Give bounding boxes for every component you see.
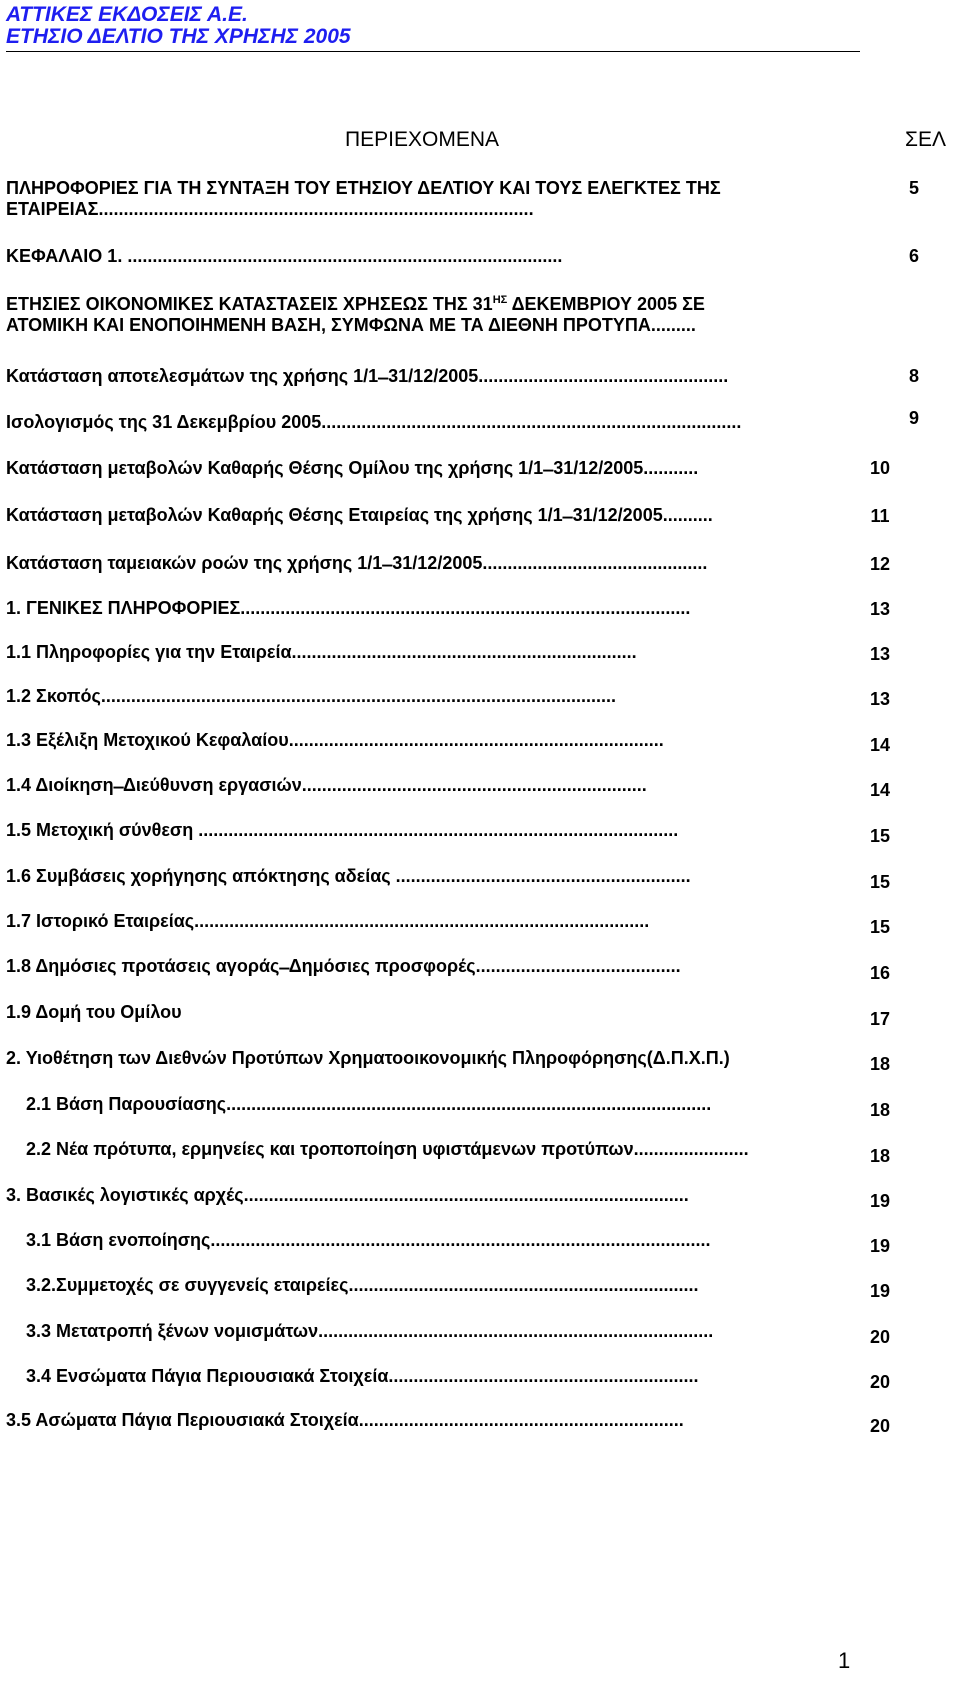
toc-page-number: 14 bbox=[869, 735, 891, 755]
toc-entry-line bbox=[6, 294, 840, 315]
toc-entry[interactable]: 2.2 Νέα πρότυπα, ερμηνείες και τροποποίηση υφιστάμενων προτύπων....................... bbox=[26, 1139, 749, 1159]
toc-page-number: 18 bbox=[869, 1100, 891, 1120]
toc-title: ΠΕΡΙΕΧΟΜΕΝΑ bbox=[345, 128, 500, 151]
toc-entry[interactable]: 3.4 Ενσώματα Πάγια Περιουσιακά Στοιχεία.............................................................. bbox=[26, 1366, 699, 1386]
toc-entry[interactable]: 2.1 Βάση Παρουσίασης................................................................................................. bbox=[26, 1094, 712, 1114]
toc-page-number: 15 bbox=[869, 917, 891, 937]
toc-entry[interactable]: Κατάσταση μεταβολών Καθαρής Θέσης Ομίλου της χρήσης 1/1 ̶ 31/12/2005........... bbox=[6, 458, 699, 478]
toc-page-number: 6 bbox=[908, 246, 919, 266]
toc-page-number: 9 bbox=[908, 408, 919, 428]
toc-entry[interactable]: 1.4 Διοίκηση ̶ Διεύθυνση εργασιών..................................................................... bbox=[6, 775, 647, 795]
toc-entry[interactable]: 3.3 Μετατροπή ξένων νομισμάτων............................................................................... bbox=[26, 1321, 714, 1341]
toc-entry-text: ΕΤΑΙΡΕΙΑΣ....................................................................................... bbox=[6, 199, 534, 219]
toc-entry[interactable]: 1. ΓΕΝΙΚΕΣ ΠΛΗΡΟΦΟΡΙΕΣ.......................................................................................... bbox=[6, 598, 691, 618]
toc-entry[interactable]: 1.7 Ιστορικό Εταιρείας........................................................................................... bbox=[6, 911, 650, 931]
toc-entry-text: ΠΛΗΡΟΦΟΡΙΕΣ ΓΙΑ ΤΗ ΣΥΝΤΑΞΗ ΤΟΥ ΕΤΗΣΙΟΥ ΔΕΛΤΙΟΥ ΚΑΙ ΤΟΥΣ ΕΛΕΓΚΤΕΣ ΤΗΣ bbox=[6, 178, 721, 198]
page-number: 1 bbox=[838, 1648, 851, 1673]
toc-entry[interactable]: Κατάσταση μεταβολών Καθαρής Θέσης Εταιρείας της χρήσης 1/1 ̶ 31/12/2005.......... bbox=[6, 505, 713, 525]
superscript: ΗΣ bbox=[492, 294, 508, 306]
toc-page-number: 19 bbox=[869, 1281, 891, 1301]
toc-page-number: 11 bbox=[870, 506, 890, 526]
toc-entry-text: ΕΤΗΣΙΕΣ ΟΙΚΟΝΟΜΙΚΕΣ ΚΑΤΑΣΤΑΣΕΙΣ ΧΡΗΣΕΩΣ ΤΗΣ 31 bbox=[6, 294, 493, 314]
toc-entry-info[interactable] bbox=[6, 178, 840, 220]
toc-entry-chapter1[interactable] bbox=[6, 246, 756, 267]
toc-page-number: 20 bbox=[869, 1372, 891, 1392]
toc-page-number: 15 bbox=[869, 826, 891, 846]
toc-entry[interactable]: 1.6 Συμβάσεις χορήγησης απόκτησης αδείας ........................................................... bbox=[6, 866, 691, 886]
toc-page-number: 13 bbox=[869, 644, 891, 664]
document-header bbox=[6, 4, 860, 48]
toc-entry[interactable]: 1.5 Μετοχική σύνθεση ................................................................................................ bbox=[6, 820, 679, 840]
toc-page-number: 19 bbox=[869, 1236, 891, 1256]
toc-entry-text: ΚΕΦΑΛΑΙΟ 1. ....................................................................................... bbox=[6, 246, 563, 266]
toc-page-number: 13 bbox=[869, 599, 891, 619]
toc-page-number: 17 bbox=[869, 1009, 891, 1029]
toc-page-number: 10 bbox=[869, 458, 891, 478]
toc-page-number: 16 bbox=[869, 963, 891, 983]
toc-page-number: 15 bbox=[869, 872, 891, 892]
toc-page-number: 20 bbox=[869, 1327, 891, 1347]
toc-entry-text: ΑΤΟΜΙΚΗ ΚΑΙ ΕΝΟΠΟΙΗΜΕΝΗ ΒΑΣΗ, ΣΥΜΦΩΝΑ ΜΕ ΤΑ ΔΙΕΘΝΗ ΠΡΟΤΥΠΑ......... bbox=[6, 315, 696, 335]
toc-page-number: 14 bbox=[869, 780, 891, 800]
toc-entry[interactable]: 3.5 Ασώματα Πάγια Περιουσιακά Στοιχεία................................................................. bbox=[6, 1410, 684, 1430]
toc-entry-financial-statements[interactable] bbox=[6, 294, 840, 336]
toc-entry[interactable]: 3.2.Συμμετοχές σε συγγενείς εταιρείες...................................................................... bbox=[26, 1275, 699, 1295]
report-title: ΕΤΗΣΙΟ ΔΕΛΤΙΟ ΤΗΣ ΧΡΗΣΗΣ 2005 bbox=[6, 25, 351, 48]
toc-entry[interactable]: 3.1 Βάση ενοποίησης.................................................................................................... bbox=[26, 1230, 711, 1250]
toc-page-number: 5 bbox=[908, 178, 919, 198]
toc-entry[interactable]: Ισολογισμός της 31 Δεκεμβρίου 2005.................................................................................... bbox=[6, 412, 742, 432]
toc-page-number: 20 bbox=[869, 1416, 891, 1436]
toc-page-number: 19 bbox=[869, 1191, 891, 1211]
company-name: ΑΤΤΙΚΕΣ ΕΚΔΟΣΕΙΣ Α.Ε. bbox=[6, 3, 248, 26]
toc-page-number: 13 bbox=[869, 689, 891, 709]
toc-page-number: 18 bbox=[869, 1054, 891, 1074]
toc-page-number: 18 bbox=[869, 1146, 891, 1166]
toc-entry[interactable]: Κατάσταση ταμειακών ροών της χρήσης 1/1 ̶ 31/12/2005............................................. bbox=[6, 553, 708, 573]
toc-page-number: 12 bbox=[869, 554, 891, 574]
toc-entry[interactable]: 1.2 Σκοπός....................................................................................................... bbox=[6, 686, 616, 706]
header-divider bbox=[6, 51, 860, 52]
toc-entry[interactable]: 2. Υιοθέτηση των Διεθνών Προτύπων Χρηματοοικονομικής Πληροφόρησης(Δ.Π.Χ.Π.) bbox=[6, 1048, 730, 1068]
toc-entry[interactable]: 3. Βασικές λογιστικές αρχές......................................................................................... bbox=[6, 1185, 689, 1205]
toc-entry[interactable]: 1.3 Εξέλιξη Μετοχικού Κεφαλαίου........................................................................... bbox=[6, 730, 664, 750]
toc-entry[interactable]: 1.9 Δομή του Ομίλου bbox=[6, 1002, 182, 1022]
toc-entry[interactable]: Κατάσταση αποτελεσμάτων της χρήσης 1/1 ̶ 31/12/2005.................................................. bbox=[6, 366, 729, 386]
page-column-label: ΣΕΛ bbox=[905, 128, 947, 151]
toc-entry[interactable]: 1.1 Πληροφορίες για την Εταιρεία..................................................................... bbox=[6, 642, 637, 662]
toc-entry-text: ΔΕΚΕΜΒΡΙΟΥ 2005 ΣΕ bbox=[507, 294, 705, 314]
toc-entry[interactable]: 1.8 Δημόσιες προτάσεις αγοράς ̶ Δημόσιες προσφορές......................................... bbox=[6, 956, 681, 976]
toc-page-number: 8 bbox=[908, 366, 919, 386]
